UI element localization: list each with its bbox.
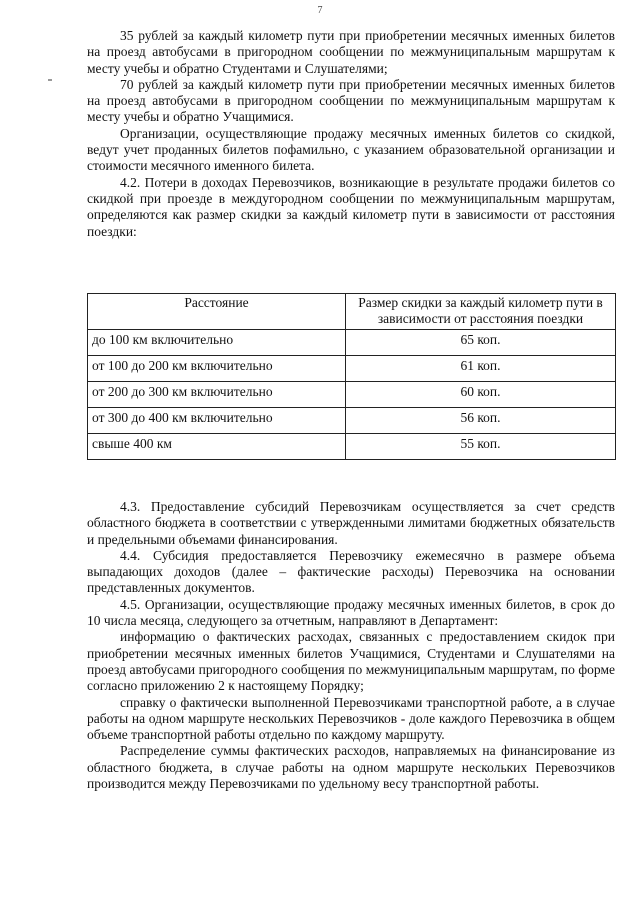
table-header-row [88,294,616,330]
distance-cell: от 200 до 300 км включительно [88,381,346,407]
header-distance: Расстояние [88,294,346,330]
discount-cell: 60 коп. [346,381,616,407]
paragraph-4-2: 4.2. Потери в доходах Перевозчиков, возникающие в результате продажи билетов со скидкой при проезде в междугородном сообщении по межмуниципальным маршрутам, определяются как размер скидки за каждый километр пути в зависимости от расстояния поездки: [87,174,615,239]
paragraph-35-rub: 35 рублей за каждый километр пути при приобретении месячных именных билетов на проезд автобусами в пригородном сообщении по межмуниципальным маршрутам к месту учебы и обратно Студентами и Слушателями; [87,28,615,76]
table-row [88,407,616,433]
discount-table [87,293,616,460]
paragraph-4-5: 4.5. Организации, осуществляющие продажу месячных именных билетов, в срок до 10 числа месяца, следующего за отчетным, направляют в Департамент: [87,596,615,629]
table-row [88,355,616,381]
paragraph-transport-work: справку о фактически выполненной Перевозчиками транспортной работе, а в случае работы на одном маршруте нескольких Перевозчиков - доле каждого Перевозчика в общем объеме транспортной работы отдельно по каждому маршруту. [87,694,615,743]
table-row [88,329,616,355]
paragraph-70-rub: 70 рублей за каждый километр пути при приобретении месячных именных билетов на проезд автобусами в пригородном сообщении по межмуниципальным маршрутам к месту учебы и обратно Учащимися. [87,76,615,125]
paragraph-4-3: 4.3. Предоставление субсидий Перевозчикам осуществляется за счет средств областного бюджета в соответствии с утвержденными лимитами бюджетных обязательств и предельными объемами финансирования. [87,499,615,547]
discount-cell: 56 коп. [346,407,616,433]
table-row [88,433,616,459]
paragraph-distribution: Распределение суммы фактических расходов, направляемых на финансирование из областного бюджета, в случае работы на одном маршруте нескольких Перевозчиков производится между Перевозчиками по удельному весу транспортной работы. [87,743,615,792]
paragraph-info-expenses: информацию о фактических расходах, связанных с предоставлением скидок при приобретении месячных именных билетов Учащимися, Студентами и Слушателями на проезд автобусами пригородного сообщения по межмуниципальным маршрутам, по форме согласно приложению 2 к настоящему Порядку; [87,629,615,694]
distance-cell: до 100 км включительно [88,329,346,355]
discount-cell: 61 коп. [346,355,616,381]
top-text-block [87,28,615,240]
distance-cell: свыше 400 км [88,433,346,459]
paragraph-organizations-accounting: Организации, осуществляющие продажу месячных именных билетов со скидкой, ведут учет проданных билетов пофамильно, с указанием образовательной организации и стоимости месячного именного билета. [87,125,615,174]
distance-cell: от 100 до 200 км включительно [88,355,346,381]
distance-cell: от 300 до 400 км включительно [88,407,346,433]
page-number: 7 [317,5,323,16]
discount-cell: 55 коп. [346,433,616,459]
discount-cell: 65 коп. [346,329,616,355]
scan-mark [48,79,52,81]
paragraph-4-4: 4.4. Субсидия предоставляется Перевозчику ежемесячно в размере объема выпадающих доходов (далее – фактические расходы) Перевозчика на основании представленных документов. [87,547,615,596]
header-discount: Размер скидки за каждый километр пути в зависимости от расстояния поездки [346,294,616,330]
table-row [88,381,616,407]
bottom-text-block [87,499,615,792]
